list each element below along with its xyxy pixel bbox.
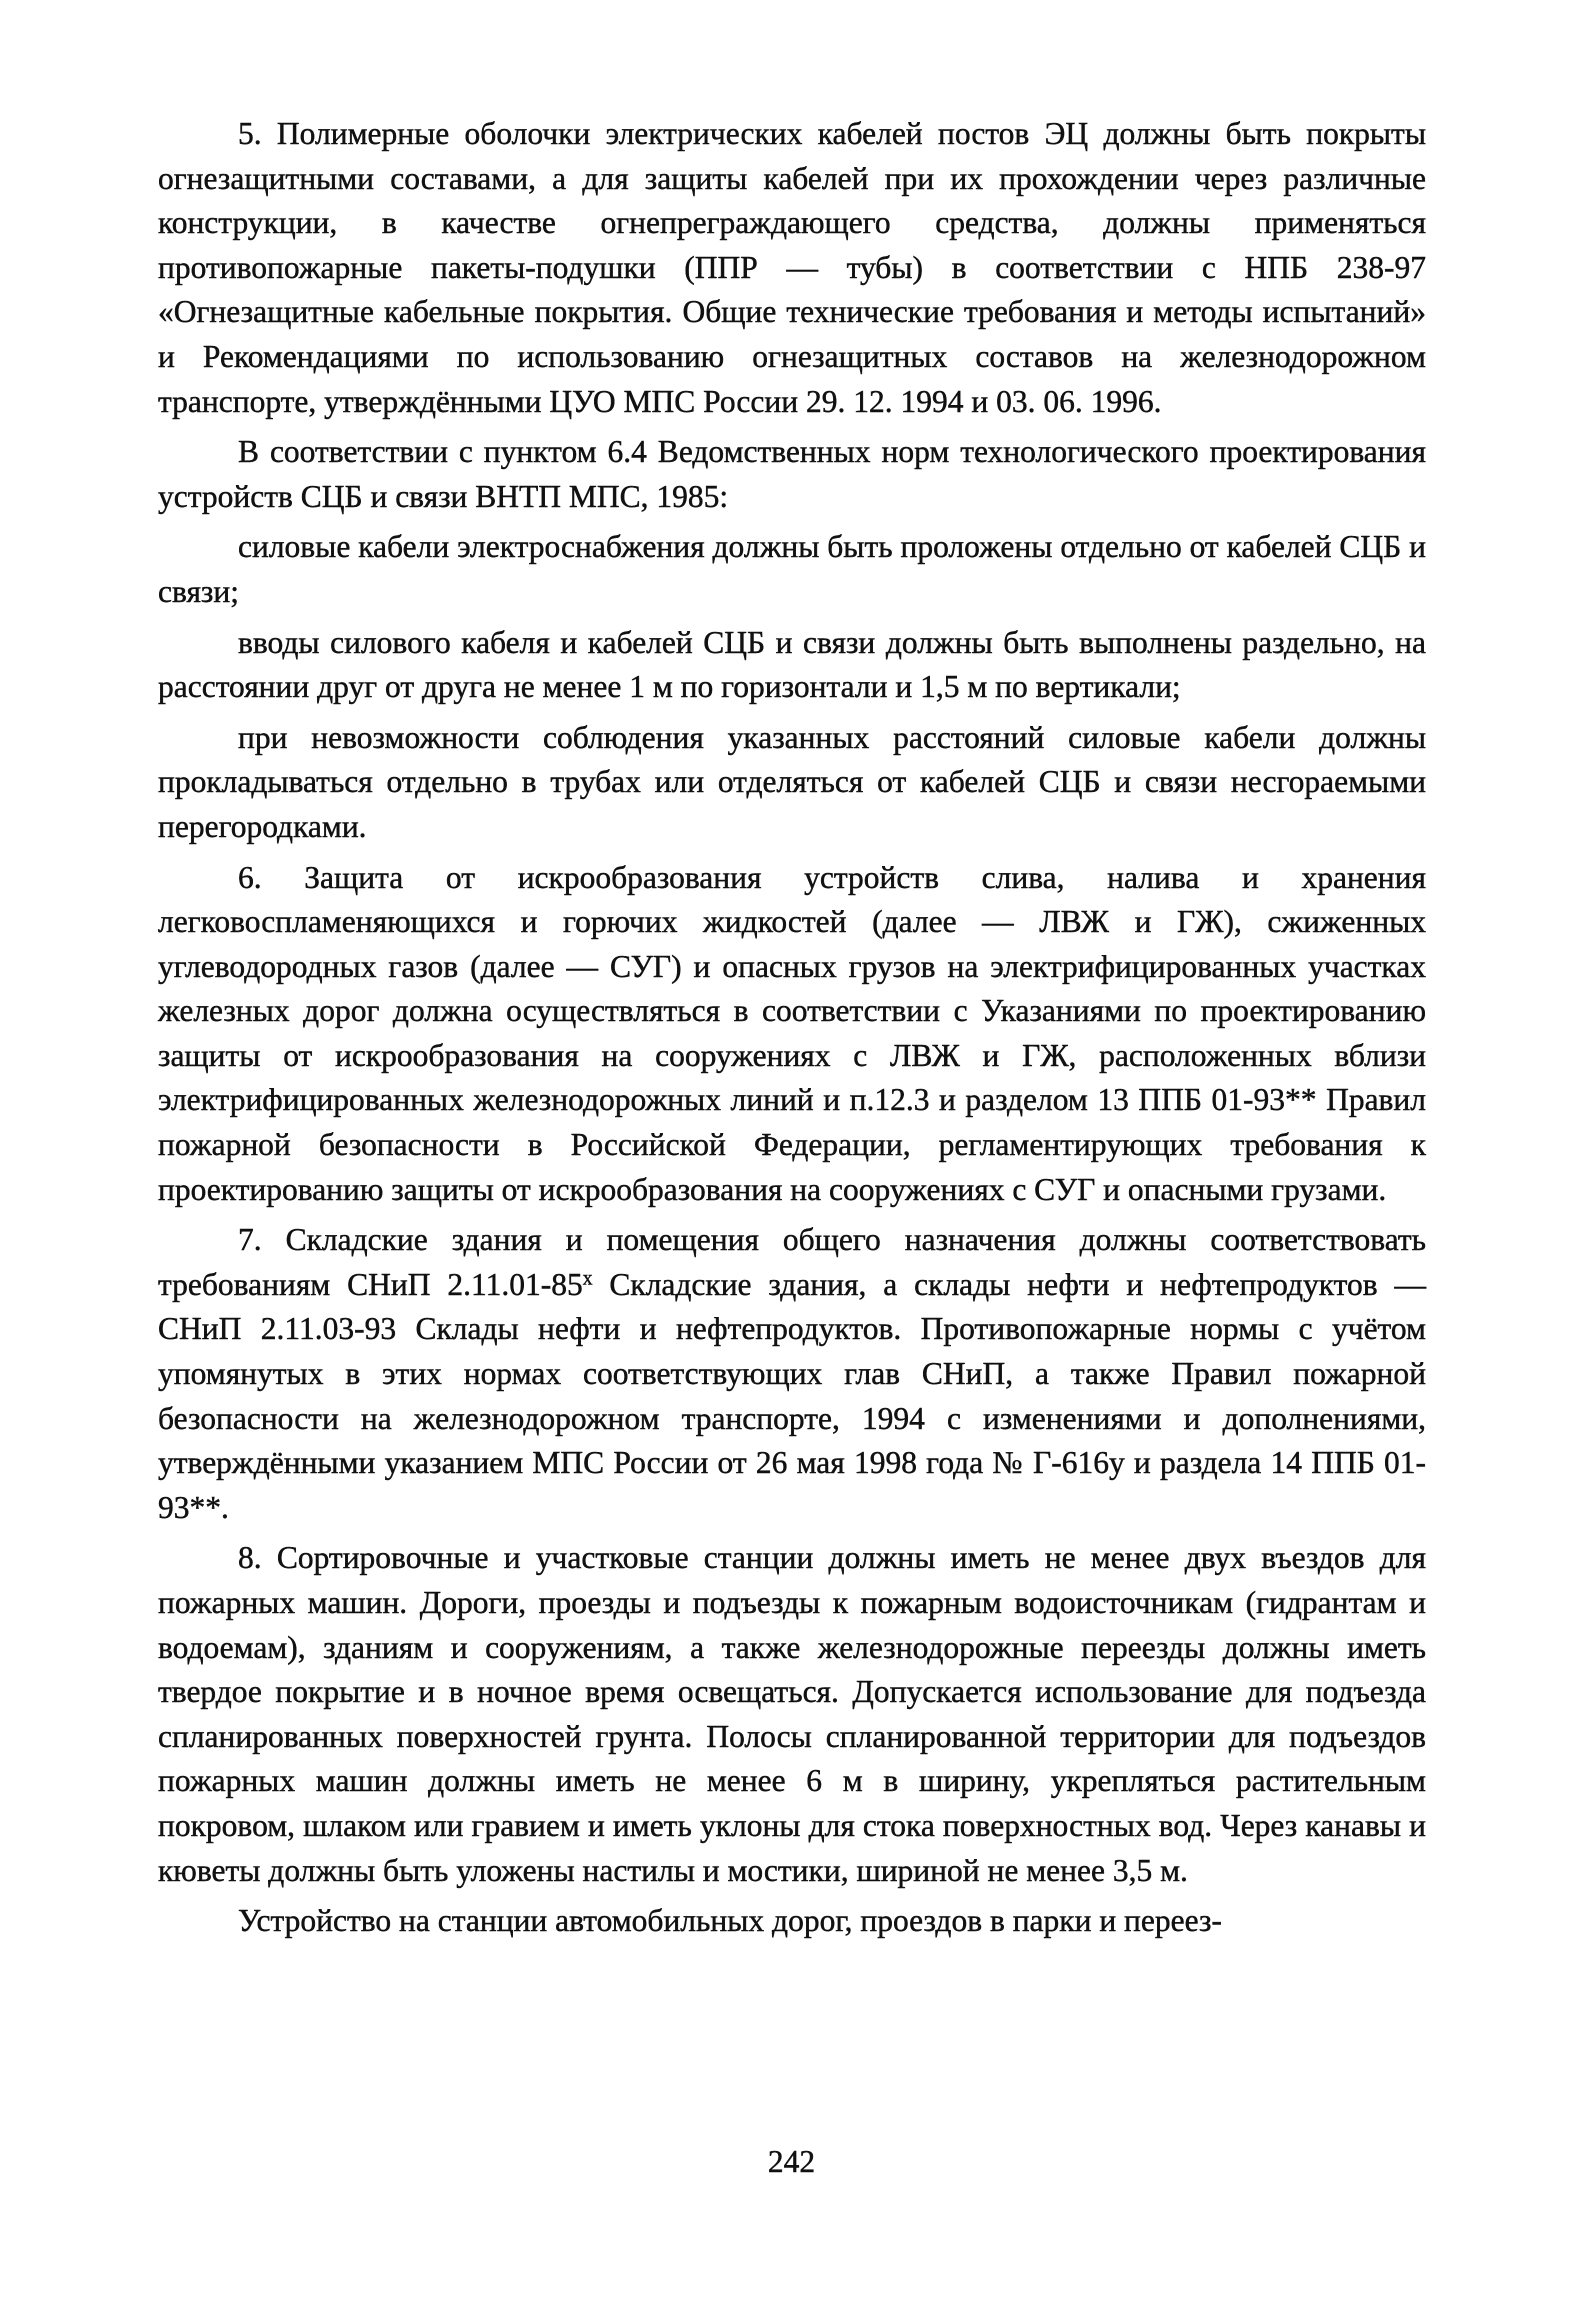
paragraph-7 — [158, 1218, 1426, 1530]
snip-superscript: х — [582, 1268, 593, 1290]
paragraph-7-start: 7. Складские здания и помещения общего назначения должны соответствовать требованиям СНиП 2.11.01-85 — [158, 1222, 1426, 1302]
paragraph-power-cables: силовые кабели электроснабжения должны быть проложены отдельно от кабелей СЦБ и связи; — [158, 529, 1426, 609]
paragraph-5: 5. Полимерные оболочки электрических кабелей постов ЭЦ должны быть покрыты огнезащитными составами, а для защиты кабелей при их прохождении через различные конструкции, в качестве огнепреграждающего средства, должны применяться противопожарные пакеты-подушки (ППР — тубы) в соответствии с НПБ 238-97 «Огнезащитные кабельные покрытия. Общие технические требования и методы испытаний» и Рекомендациями по использованию огнезащитных составов на железнодорожном транспорте, утверждёнными ЦУО МПС России 29. 12. 1994 и 03. 06. 1996. — [158, 116, 1426, 419]
paragraph-cable-inputs: вводы силового кабеля и кабелей СЦБ и связи должны быть выполнены раздельно, на расстоянии друг от друга не менее 1 м по горизонтали и 1,5 м по вертикали; — [158, 624, 1426, 705]
page-number: 242 — [767, 2144, 816, 2179]
paragraph-cable-partitions: при невозможности соблюдения указанных расстояний силовые кабели должны прокладываться отдельно в трубах или отделяться от кабелей СЦБ и связи несгораемыми перегородками. — [158, 719, 1426, 844]
paragraph-9: Устройство на станции автомобильных дорог, проездов в парки и переез- — [238, 1903, 1222, 1939]
page-text — [158, 112, 1426, 1944]
paragraph-8: 8. Сортировочные и участковые станции должны иметь не менее двух въездов для пожарных машин. Дороги, проезды и подъезды к пожарным водоисточникам (гидрантам и водоемам), зданиям и сооружениям, а также железнодорожные переезды должны иметь твердое покрытие и в ночное время освещаться. Допускается использование для подъезда спланированных поверхностей грунта. Полосы спланированной территории для подъездов пожарных машин должны иметь не менее 6 м в ширину, укрепляться растительным покровом, шлаком или гравием и иметь уклоны для стока поверхностных вод. Через канавы и кюветы должны быть уложены настилы и мостики, шириной не менее 3,5 м. — [158, 1540, 1426, 1888]
paragraph-section-6-4-intro: В соответствии с пунктом 6.4 Ведомственных норм технологического проектирования устройств СЦБ и связи ВНТП МПС, 1985: — [158, 434, 1426, 514]
paragraph-7-rest: Складские здания, а склады нефти и нефтепродуктов — СНиП 2.11.03-93 Склады нефти и нефтепродуктов. Противопожарные нормы с учётом упомянутых в этих нормах соответствующих глав СНиП, а также Правил пожарной безопасности на железнодорожном транспорте, 1994 с изменениями и дополнениями, утверждёнными указанием МПС России от 26 мая 1998 года № Г-616у и раздела 14 ППБ 01-93**. — [158, 1266, 1427, 1525]
paragraph-6: 6. Защита от искрообразования устройств слива, налива и хранения легковоспламеняющихся и горючих жидкостей (далее — ЛВЖ и ГЖ), сжиженных углеводородных газов (далее — СУГ) и опасных грузов на электрифицированных участках железных дорог должна осуществляться в соответствии с Указаниями по проектированию защиты от искрообразования на сооружениях с ЛВЖ и ГЖ, расположенных вблизи электрифицированных железнодорожных линий и п.12.3 и разделом 13 ППБ 01-93** Правил пожарной безопасности в Российской Федерации, регламентирующих требования к проектированию защиты от искрообразования на сооружениях с СУГ и опасными грузами. — [158, 859, 1426, 1207]
